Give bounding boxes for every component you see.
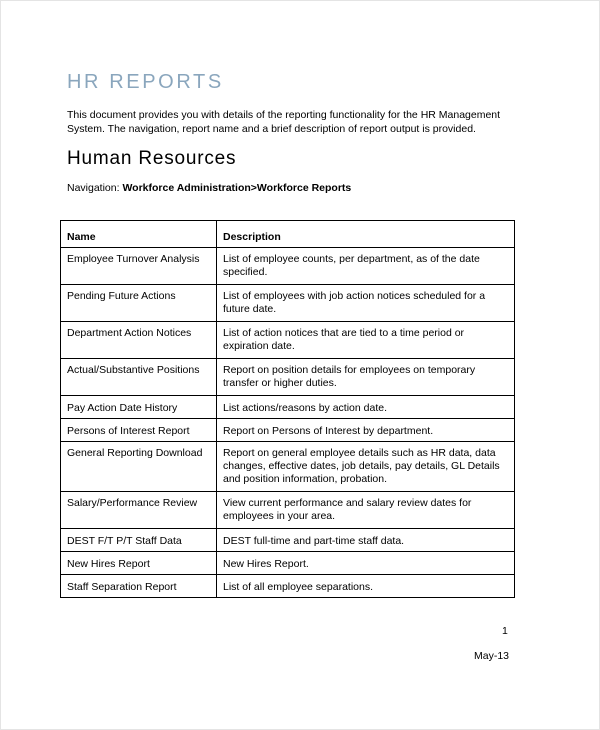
navigation-label: Navigation: [67, 182, 123, 194]
report-description: DEST full-time and part-time staff data. [217, 529, 515, 552]
table-row [61, 442, 515, 492]
report-description: Report on Persons of Interest by department. [217, 419, 515, 442]
section-heading: Human Resources [67, 148, 237, 169]
table-row [61, 248, 515, 285]
report-name: Pending Future Actions [61, 285, 217, 322]
report-name: New Hires Report [61, 552, 217, 575]
page-number: 1 [502, 625, 508, 637]
report-name: Persons of Interest Report [61, 419, 217, 442]
report-description: Report on position details for employees on temporary transfer or higher duties. [217, 359, 515, 396]
description-column-header: Description [217, 221, 515, 248]
report-name: Department Action Notices [61, 322, 217, 359]
footer-date: May-13 [474, 650, 510, 662]
report-name: DEST F/T P/T Staff Data [61, 529, 217, 552]
report-name: General Reporting Download [61, 442, 217, 492]
report-description: New Hires Report. [217, 552, 515, 575]
table-header-row [61, 221, 515, 248]
table-row [61, 285, 515, 322]
report-description: List of all employee separations. [217, 575, 515, 598]
report-name: Employee Turnover Analysis [61, 248, 217, 285]
table-row [61, 359, 515, 396]
table-row [61, 419, 515, 442]
document-title: HR REPORTS [67, 71, 224, 93]
report-description: List actions/reasons by action date. [217, 396, 515, 419]
navigation-path: Workforce Administration>Workforce Reports [122, 182, 352, 194]
report-description: List of action notices that are tied to a time period or expiration date. [217, 322, 515, 359]
intro-paragraph: This document provides you with details of the reporting functionality for the HR Management System. The navigation, report name and a brief description of report output is provided. [67, 109, 501, 135]
report-name: Pay Action Date History [61, 396, 217, 419]
table-row [61, 529, 515, 552]
report-name: Salary/Performance Review [61, 492, 217, 529]
table-row [61, 492, 515, 529]
reports-table [60, 220, 515, 598]
table-row [61, 322, 515, 359]
table-row [61, 575, 515, 598]
table-row [61, 396, 515, 419]
report-description: Report on general employee details such as HR data, data changes, effective dates, job details, pay details, GL Details and position information, probation. [217, 442, 515, 492]
report-description: View current performance and salary review dates for employees in your area. [217, 492, 515, 529]
navigation-line [67, 182, 351, 194]
report-description: List of employees with job action notices scheduled for a future date. [217, 285, 515, 322]
name-column-header: Name [61, 221, 217, 248]
table-row [61, 552, 515, 575]
report-description: List of employee counts, per department, as of the date specified. [217, 248, 515, 285]
report-name: Staff Separation Report [61, 575, 217, 598]
report-name: Actual/Substantive Positions [61, 359, 217, 396]
